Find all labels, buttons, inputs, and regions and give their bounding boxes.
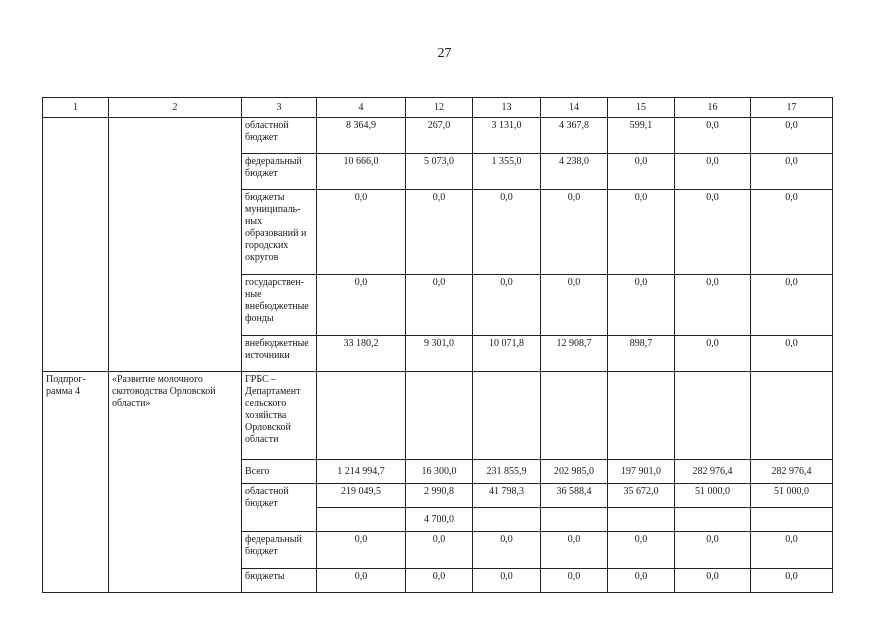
column-number-cell: 12 bbox=[406, 98, 473, 118]
federal-value-cell: 0,0 bbox=[473, 532, 541, 569]
empty-value-cell bbox=[608, 372, 675, 460]
regional-budget-label: областной бюджет bbox=[242, 484, 317, 532]
empty-value-cell bbox=[608, 508, 675, 532]
regional-value-cell: 219 049,5 bbox=[317, 484, 406, 508]
total-value-cell: 197 901,0 bbox=[608, 460, 675, 484]
funding-source-label: федеральный бюджет bbox=[242, 154, 317, 190]
budgets-value-cell: 0,0 bbox=[406, 569, 473, 593]
regional-value-cell: 51 000,0 bbox=[751, 484, 833, 508]
value-cell: 10 666,0 bbox=[317, 154, 406, 190]
column-number-cell: 3 bbox=[242, 98, 317, 118]
value-cell: 0,0 bbox=[751, 190, 833, 275]
empty-value-cell bbox=[541, 508, 608, 532]
value-cell: 1 355,0 bbox=[473, 154, 541, 190]
federal-value-cell: 0,0 bbox=[541, 532, 608, 569]
value-cell: 599,1 bbox=[608, 118, 675, 154]
value-cell: 0,0 bbox=[317, 275, 406, 336]
federal-value-cell: 0,0 bbox=[317, 532, 406, 569]
budgets-label: бюджеты bbox=[242, 569, 317, 593]
budgets-value-cell: 0,0 bbox=[541, 569, 608, 593]
value-cell: 0,0 bbox=[608, 154, 675, 190]
empty-value-cell bbox=[317, 508, 406, 532]
value-cell: 0,0 bbox=[608, 275, 675, 336]
regional-value-cell: 51 000,0 bbox=[675, 484, 751, 508]
empty-value-cell bbox=[541, 372, 608, 460]
value-cell: 33 180,2 bbox=[317, 336, 406, 372]
table-row bbox=[43, 118, 833, 154]
column-number-cell: 2 bbox=[109, 98, 242, 118]
value-cell: 8 364,9 bbox=[317, 118, 406, 154]
value-cell: 0,0 bbox=[675, 190, 751, 275]
budgets-value-cell: 0,0 bbox=[473, 569, 541, 593]
empty-code-cell bbox=[43, 118, 109, 372]
value-cell: 5 073,0 bbox=[406, 154, 473, 190]
budgets-value-cell: 0,0 bbox=[675, 569, 751, 593]
value-cell: 0,0 bbox=[675, 118, 751, 154]
empty-value-cell bbox=[751, 372, 833, 460]
column-number-cell: 4 bbox=[317, 98, 406, 118]
regional-value-cell: 2 990,8 bbox=[406, 484, 473, 508]
value-cell: 0,0 bbox=[675, 275, 751, 336]
value-cell: 0,0 bbox=[541, 190, 608, 275]
funding-source-label: государствен-ные внебюджетные фонды bbox=[242, 275, 317, 336]
value-cell: 0,0 bbox=[541, 275, 608, 336]
value-cell: 267,0 bbox=[406, 118, 473, 154]
total-value-cell: 282 976,4 bbox=[675, 460, 751, 484]
value-cell: 0,0 bbox=[473, 275, 541, 336]
column-number-cell: 13 bbox=[473, 98, 541, 118]
empty-value-cell bbox=[473, 508, 541, 532]
federal-value-cell: 0,0 bbox=[406, 532, 473, 569]
empty-value-cell bbox=[675, 372, 751, 460]
empty-value-cell bbox=[675, 508, 751, 532]
empty-value-cell bbox=[317, 372, 406, 460]
federal-value-cell: 0,0 bbox=[751, 532, 833, 569]
subprogram-name: «Развитие молочного скотоводства Орловской области» bbox=[109, 372, 242, 593]
value-cell: 0,0 bbox=[675, 154, 751, 190]
regional-extra-value: 4 700,0 bbox=[406, 508, 473, 532]
empty-name-cell bbox=[109, 118, 242, 372]
total-value-cell: 1 214 994,7 bbox=[317, 460, 406, 484]
federal-value-cell: 0,0 bbox=[608, 532, 675, 569]
value-cell: 0,0 bbox=[751, 118, 833, 154]
regional-value-cell: 35 672,0 bbox=[608, 484, 675, 508]
column-number-row bbox=[43, 98, 833, 118]
funding-source-label: внебюджетные источники bbox=[242, 336, 317, 372]
funding-source-label: бюджеты муниципаль-ных образований и городских округов bbox=[242, 190, 317, 275]
value-cell: 0,0 bbox=[473, 190, 541, 275]
total-value-cell: 16 300,0 bbox=[406, 460, 473, 484]
column-number-cell: 17 bbox=[751, 98, 833, 118]
total-value-cell: 202 985,0 bbox=[541, 460, 608, 484]
budgets-value-cell: 0,0 bbox=[608, 569, 675, 593]
funding-source-label: областной бюджет bbox=[242, 118, 317, 154]
total-label: Всего bbox=[242, 460, 317, 484]
value-cell: 4 367,8 bbox=[541, 118, 608, 154]
value-cell: 3 131,0 bbox=[473, 118, 541, 154]
total-value-cell: 231 855,9 bbox=[473, 460, 541, 484]
table-row bbox=[43, 372, 833, 460]
budgets-value-cell: 0,0 bbox=[317, 569, 406, 593]
grbs-label: ГРБС – Департамент сельского хозяйства Орловской области bbox=[242, 372, 317, 460]
value-cell: 9 301,0 bbox=[406, 336, 473, 372]
budgets-value-cell: 0,0 bbox=[751, 569, 833, 593]
regional-value-cell: 41 798,3 bbox=[473, 484, 541, 508]
value-cell: 10 071,8 bbox=[473, 336, 541, 372]
value-cell: 0,0 bbox=[675, 336, 751, 372]
regional-value-cell: 36 588,4 bbox=[541, 484, 608, 508]
value-cell: 0,0 bbox=[608, 190, 675, 275]
value-cell: 0,0 bbox=[751, 154, 833, 190]
federal-budget-label: федеральный бюджет bbox=[242, 532, 317, 569]
value-cell: 898,7 bbox=[608, 336, 675, 372]
page-number: 27 bbox=[437, 46, 452, 61]
subprogram-code: Подпрог-рамма 4 bbox=[43, 372, 109, 593]
empty-value-cell bbox=[751, 508, 833, 532]
column-number-cell: 14 bbox=[541, 98, 608, 118]
value-cell: 0,0 bbox=[317, 190, 406, 275]
column-number-cell: 16 bbox=[675, 98, 751, 118]
empty-value-cell bbox=[406, 372, 473, 460]
value-cell: 0,0 bbox=[406, 275, 473, 336]
total-value-cell: 282 976,4 bbox=[751, 460, 833, 484]
federal-value-cell: 0,0 bbox=[675, 532, 751, 569]
column-number-cell: 1 bbox=[43, 98, 109, 118]
value-cell: 0,0 bbox=[406, 190, 473, 275]
value-cell: 12 908,7 bbox=[541, 336, 608, 372]
budget-table bbox=[42, 97, 833, 593]
value-cell: 0,0 bbox=[751, 336, 833, 372]
empty-value-cell bbox=[473, 372, 541, 460]
value-cell: 0,0 bbox=[751, 275, 833, 336]
value-cell: 4 238,0 bbox=[541, 154, 608, 190]
column-number-cell: 15 bbox=[608, 98, 675, 118]
